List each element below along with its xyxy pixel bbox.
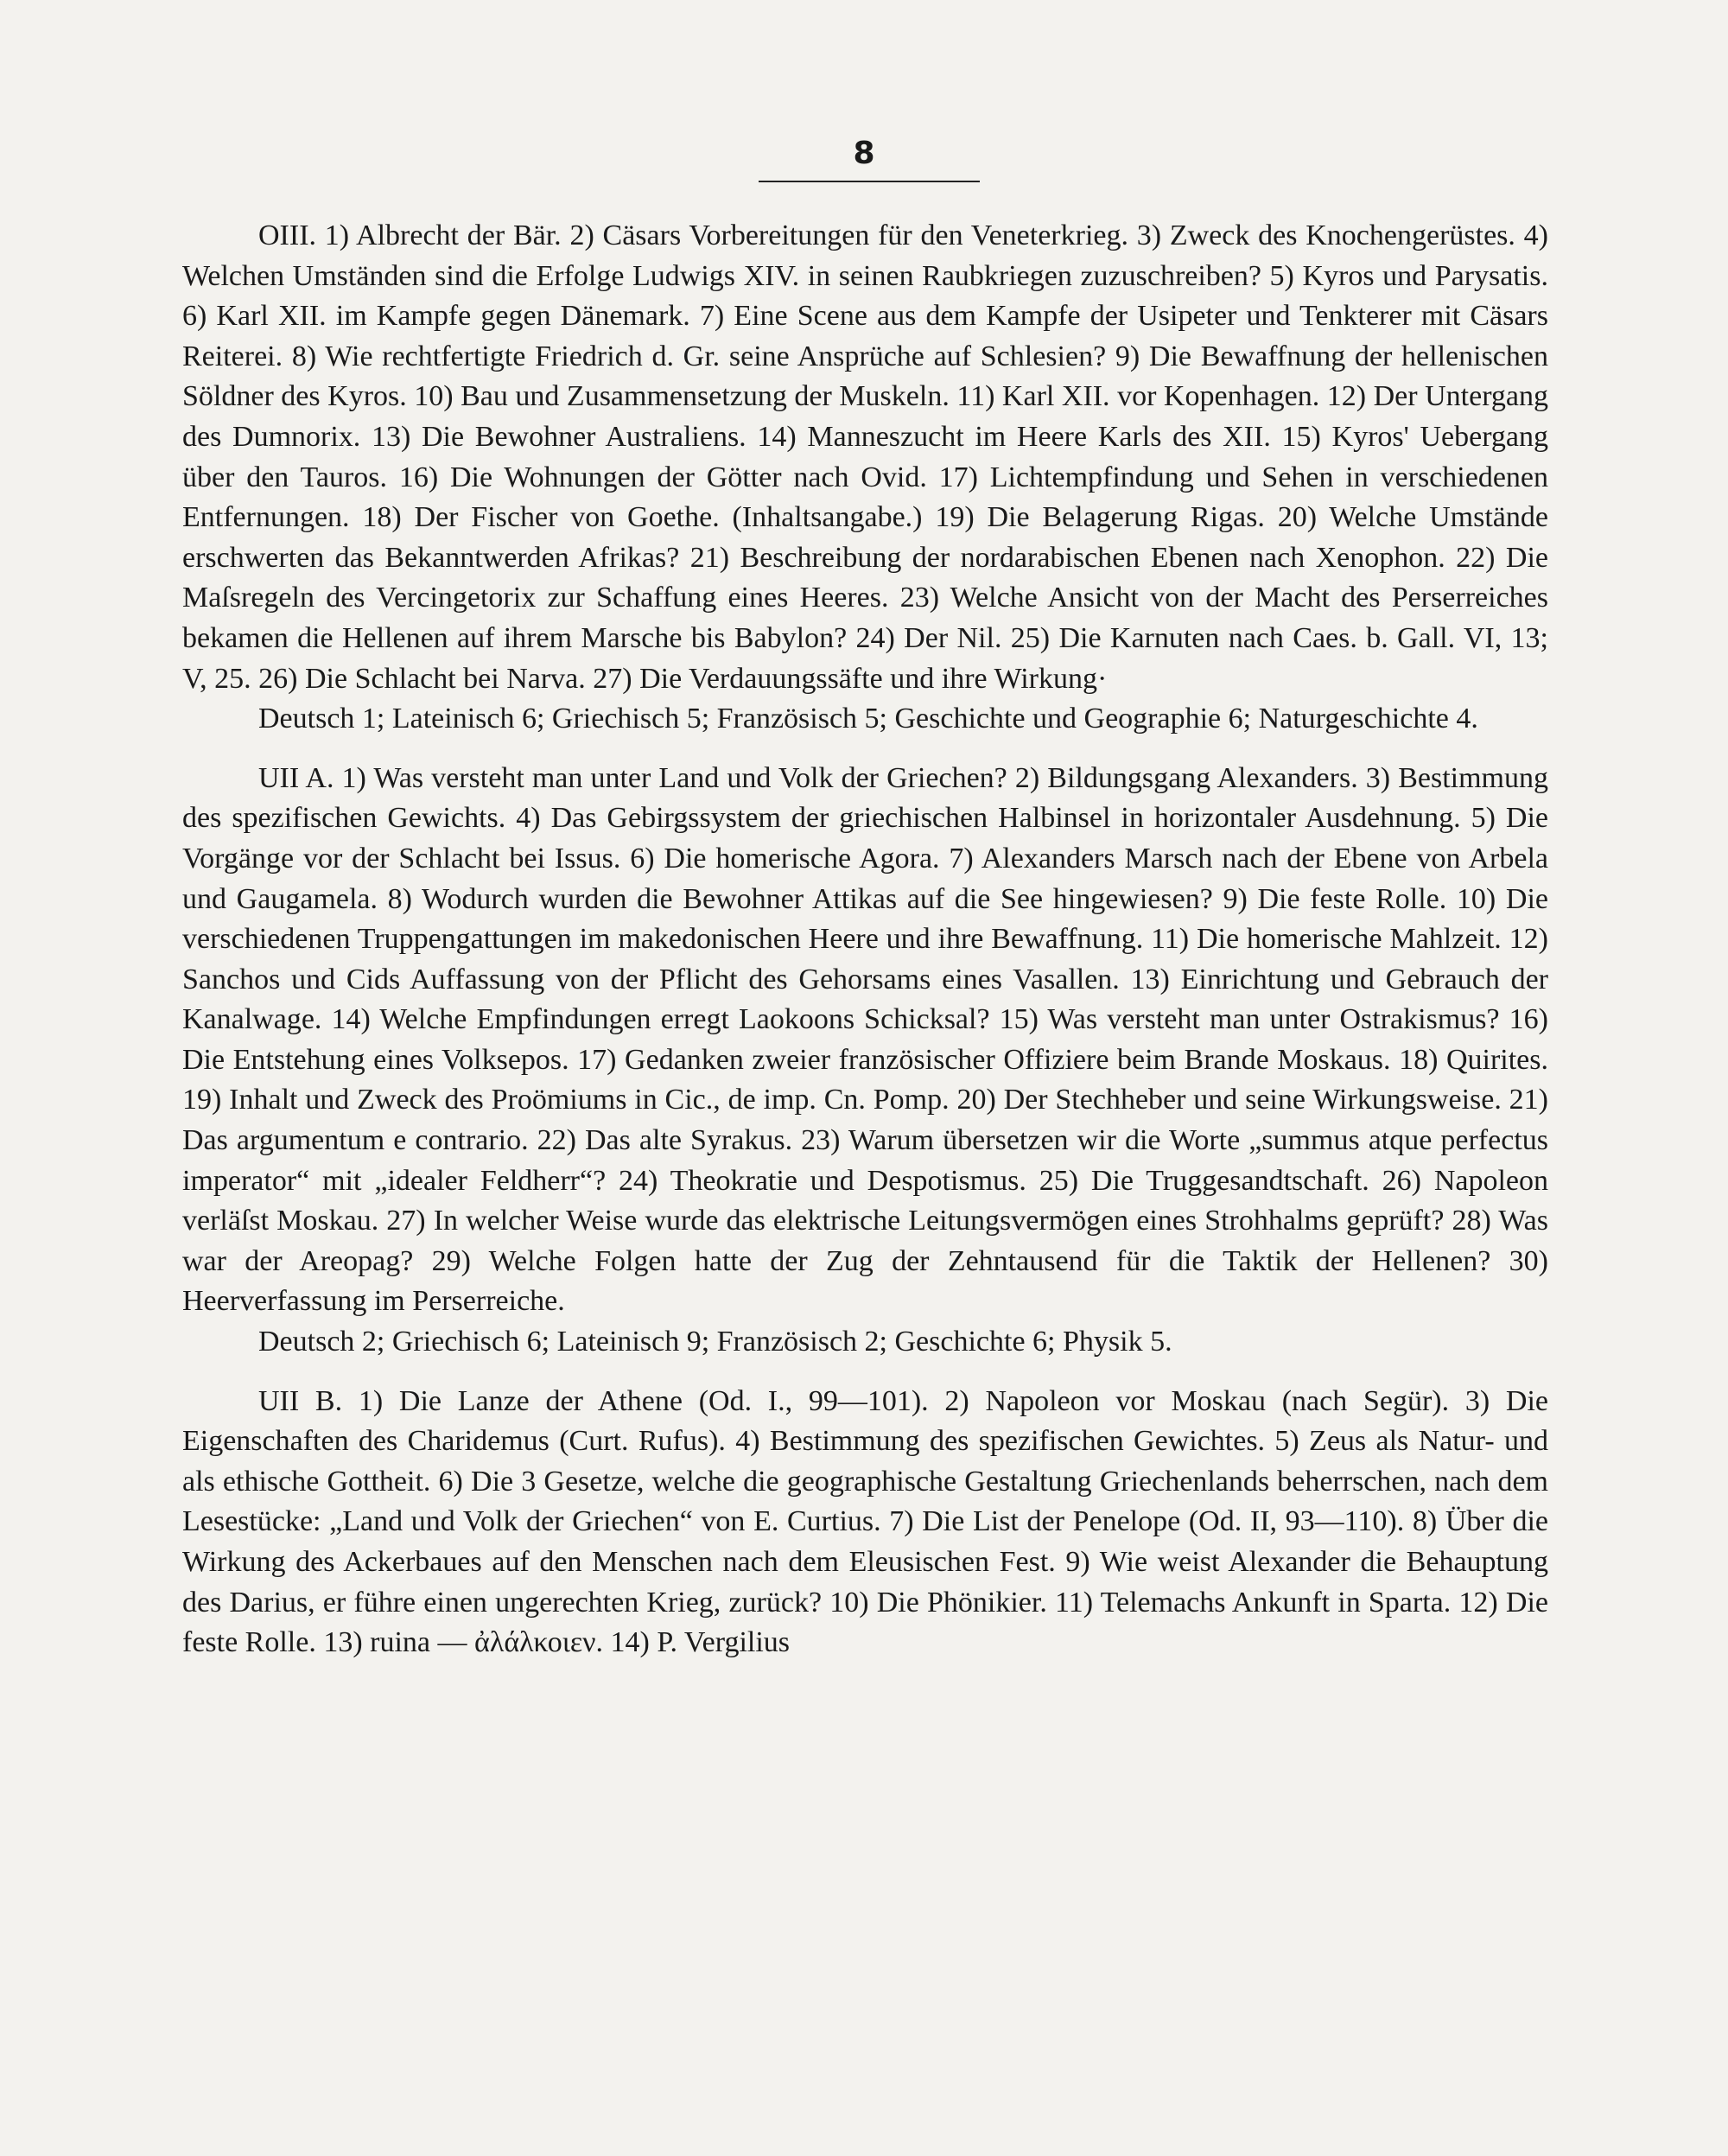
paragraph-oiii-topics: OIII. 1) Albrecht der Bär. 2) Cäsars Vorbereitungen für den Veneterkrieg. 3) Zweck des Knochengerüstes. 4) Welchen Umständen sind die Erfolge Ludwigs XIV. in seinen Raubkriegen zuzuschreiben? 5) Kyros und Parysatis. 6) Karl XII. im Kampfe gegen Dänemark. 7) Eine Scene aus dem Kampfe der Usipeter und Tenkterer mit Cäsars Reiterei. 8) Wie rechtfertigte Friedrich d. Gr. seine Ansprüche auf Schlesien? 9) Die Bewaffnung der hellenischen Söldner des Kyros. 10) Bau und Zusammensetzung der Muskeln. 11) Karl XII. vor Kopenhagen. 12) Der Untergang des Dumnorix. 13) Die Bewohner Australiens. 14) Manneszucht im Heere Karls des XII. 15) Kyros' Uebergang über den Tauros. 16) Die Wohnungen der Götter nach Ovid. 17) Lichtempfindung und Sehen in verschiedenen Entfernungen. 18) Der Fischer von Goethe. (Inhaltsangabe.) 19) Die Belagerung Rigas. 20) Welche Umstände erschwerten das Bekanntwerden Afrikas? 21) Beschreibung der nordarabischen Ebenen nach Xenophon. 22) Die Maſsregeln des Vercingetorix zur Schaffung eines Heeres. 23) Welche Ansicht von der Macht des Perserreiches bekamen die Hellenen auf ihrem Marsche bis Babylon? 24) Der Nil. 25) Die Karnuten nach Caes. b. Gall. VI, 13; V, 25. 26) Die Schlacht bei Narva. 27) Die Verdauungssäfte und ihre Wirkung· (182, 219, 1548, 695)
paragraph-uiib-topics: UII B. 1) Die Lanze der Athene (Od. I., 99—101). 2) Napoleon vor Moskau (nach Segür). 3) Die Eigenschaften des Charidemus (Curt. Rufus). 4) Bestimmung des spezifischen Gewichtes. 5) Zeus als Natur- und als ethische Gottheit. 6) Die 3 Gesetze, welche die geographische Gestaltung Griechenlands beherrschen, nach dem Lesestücke: „Land und Volk der Griechen“ von E. Curtius. 7) Die List der Penelope (Od. II, 93—110). 8) Über die Wirkung des Ackerbaues auf den Menschen nach dem Eleusischen Fest. 9) Wie weist Alexander die Behauptung des Darius, er führe einen ungerechten Krieg, zurück? 10) Die Phönikier. 11) Telemachs Ankunft in Sparta. 12) Die feste Rolle. 13) ruina — ἀλάλκοιεν. 14) P. Vergilius (182, 1384, 1548, 1659)
paragraph-uiia-hours: Deutsch 2; Griechisch 6; Lateinisch 9; Französisch 2; Geschichte 6; Physik 5. (258, 1326, 1172, 1358)
body-text (182, 216, 1548, 1663)
paragraph-oiii-hours: Deutsch 1; Lateinisch 6; Griechisch 5; Französisch 5; Geschichte und Geographie 6; Naturgeschichte 4. (258, 703, 1478, 735)
paragraph-uiia-topics: UII A. 1) Was versteht man unter Land und Volk der Griechen? 2) Bildungsgang Alexanders. 3) Bestimmung des spezifischen Gewichts. 4) Das Gebirgssystem der griechischen Halbinsel in horizontaler Ausdehnung. 5) Die Vorgänge vor der Schlacht bei Issus. 6) Die homerische Agora. 7) Alexanders Marsch nach der Ebene von Arbela und Gaugamela. 8) Wodurch wurden die Bewohner Attikas auf die See hingewiesen? 9) Die feste Rolle. 10) Die verschiedenen Truppengattungen im makedonischen Heere und ihre Bewaffnung. 11) Die homerische Mahlzeit. 12) Sanchos und Cids Auffassung von der Pflicht des Gehorsams eines Vasallen. 13) Einrichtung und Gebrauch der Kanalwage. 14) Welche Empfindungen erregt Laokoons Schicksal? 15) Was versteht man unter Ostrakismus? 16) Die Entstehung eines Volksepos. 17) Gedanken zweier französischer Offiziere beim Brande Moskaus. 18) Quirites. 19) Inhalt und Zweck des Proömiums in Cic., de imp. Cn. Pomp. 20) Der Stechheber und seine Wirkungsweise. 21) Das argumentum e contrario. 22) Das alte Syrakus. 23) Warum übersetzen wir die Worte „summus atque perfectus imperator“ mit „idealer Feldherr“? 24) Theokratie und Despotismus. 25) Die Truggesandtschaft. 26) Napoleon verläſst Moskau. 27) In welcher Weise wurde das elektrische Leitungsvermögen eines Strohhalms geprüft? 28) Was war der Areopag? 29) Welche Folgen hatte der Zug der Zehntausend für die Taktik der Hellenen? 30) Heerverfassung im Perserreiche. (182, 761, 1548, 1318)
page-number: 8 (853, 136, 875, 171)
header-rule (759, 181, 980, 182)
